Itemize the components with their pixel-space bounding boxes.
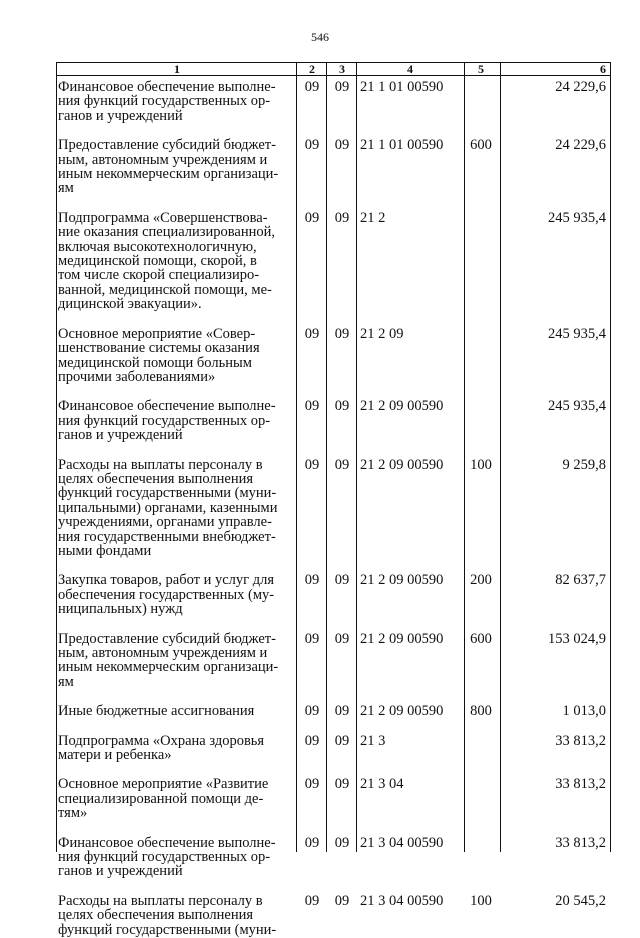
row-name: Финансовое обеспечение выполне- ния функций государственных ор- ганов и учреждений: [58, 398, 276, 444]
budget-table: [56, 62, 610, 937]
row-col-2: 09: [304, 137, 320, 154]
row-amount: 245 935,4: [548, 325, 606, 342]
row-name: Закупка товаров, работ и услуг для обеспечения государственных (му- ниципальных) нужд: [58, 572, 275, 618]
row-col-3: 09: [334, 572, 350, 589]
row-col-3: 09: [334, 703, 350, 720]
table-row: [56, 734, 610, 763]
row-name: Финансовое обеспечение выполне- ния функций государственных ор- ганов и учреждений: [58, 79, 276, 124]
table-row: [56, 211, 610, 312]
row-code: 21 2 09 00590: [360, 398, 444, 415]
header-col-2: 2: [309, 62, 315, 76]
table-row: [56, 327, 610, 385]
row-name: Предоставление субсидий бюджет- ным, автономным учреждениям и иным некоммерческим организаци- ям: [58, 630, 279, 690]
row-col-2: 09: [304, 325, 320, 342]
row-col-3: 09: [334, 456, 350, 473]
row-type: 600: [470, 630, 492, 647]
row-code: 21 3 04 00590: [360, 834, 444, 851]
row-amount: 33 813,2: [555, 834, 606, 851]
row-col-3: 09: [334, 892, 350, 909]
row-code: 21 2: [360, 209, 386, 226]
row-code: 21 3: [360, 732, 386, 749]
row-col-2: 09: [304, 209, 320, 226]
row-col-3: 09: [334, 630, 350, 647]
header-col-3: 3: [339, 62, 345, 76]
row-name: Расходы на выплаты персоналу в целях обеспечения выполнения функций государственными (муни-: [58, 892, 277, 938]
row-type: 600: [470, 137, 492, 154]
row-col-3: 09: [334, 209, 350, 226]
row-type: 100: [470, 892, 492, 909]
row-name: Предоставление субсидий бюджет- ным, автономным учреждениям и иным некоммерческим организаци- ям: [58, 137, 279, 197]
table-body: [56, 80, 610, 937]
row-amount: 24 229,6: [555, 137, 606, 154]
table-row: [56, 632, 610, 690]
row-col-2: 09: [304, 732, 320, 749]
row-col-3: 09: [334, 137, 350, 154]
table-row: [56, 704, 610, 718]
row-col-3: 09: [334, 398, 350, 415]
table-row: [56, 458, 610, 559]
table-row: [56, 777, 610, 820]
row-col-2: 09: [304, 892, 320, 909]
row-amount: 245 935,4: [548, 398, 606, 415]
header-col-5: 5: [478, 62, 484, 76]
row-col-3: 09: [334, 732, 350, 749]
row-col-2: 09: [304, 398, 320, 415]
table-row: [56, 138, 610, 196]
row-code: 21 2 09 00590: [360, 630, 444, 647]
row-col-2: 09: [304, 703, 320, 720]
row-name: Подпрограмма «Совершенствова- ние оказания специализированной, включая высокотехнологичную, медицинской помощи, скорой, в том числе скорой специализиро- ванной, медицинской помощи, ме- дицинской эвакуации».: [58, 209, 276, 313]
table-row: [56, 573, 610, 616]
row-col-2: 09: [304, 776, 320, 793]
row-col-2: 09: [304, 630, 320, 647]
row-col-3: 09: [334, 834, 350, 851]
row-amount: 24 229,6: [555, 79, 606, 95]
row-col-2: 09: [304, 79, 320, 95]
table-row: [56, 836, 610, 879]
row-amount: 1 013,0: [562, 703, 606, 720]
row-name: Расходы на выплаты персоналу в целях обеспечения выполнения функций государственными (муни- ципальными) органами, казенными учреждениями, органами управле- ния государственными внебюджет- ными фондами: [58, 456, 278, 559]
row-code: 21 2 09 00590: [360, 572, 444, 589]
row-col-3: 09: [334, 325, 350, 342]
row-type: 100: [470, 456, 492, 473]
header-col-4: 4: [407, 62, 413, 76]
row-code: 21 3 04: [360, 776, 404, 793]
row-col-2: 09: [304, 834, 320, 851]
row-name: Иные бюджетные ассигнования: [58, 703, 255, 720]
table-header: [56, 62, 610, 76]
row-code: 21 1 01 00590: [360, 79, 444, 95]
row-type: 200: [470, 572, 492, 589]
row-col-3: 09: [334, 776, 350, 793]
row-type: 800: [470, 703, 492, 720]
row-col-3: 09: [334, 79, 350, 95]
header-col-6: 6: [600, 62, 606, 76]
table-row: [56, 399, 610, 442]
grid-line-right: [610, 62, 611, 852]
row-amount: 245 935,4: [548, 209, 606, 226]
row-name: Основное мероприятие «Развитие специализированной помощи де- тям»: [58, 776, 269, 822]
row-amount: 33 813,2: [555, 776, 606, 793]
row-name: Основное мероприятие «Совер- шенствование системы оказания медицинской помощи больным прочими заболеваниями»: [58, 325, 260, 385]
page-number: 546: [311, 30, 329, 44]
row-col-2: 09: [304, 572, 320, 589]
table-row: [56, 80, 610, 123]
row-name: Подпрограмма «Охрана здоровья матери и ребенка»: [58, 732, 265, 764]
row-name: Финансовое обеспечение выполне- ния функций государственных ор- ганов и учреждений: [58, 834, 276, 880]
row-code: 21 2 09 00590: [360, 703, 444, 720]
row-amount: 82 637,7: [555, 572, 606, 589]
row-code: 21 1 01 00590: [360, 137, 444, 154]
row-amount: 20 545,2: [555, 892, 606, 909]
row-amount: 33 813,2: [555, 732, 606, 749]
row-code: 21 2 09: [360, 325, 404, 342]
row-code: 21 2 09 00590: [360, 456, 444, 473]
table-row: [56, 894, 610, 937]
header-col-1: 1: [174, 62, 180, 76]
row-amount: 9 259,8: [562, 456, 606, 473]
row-col-2: 09: [304, 456, 320, 473]
row-amount: 153 024,9: [548, 630, 606, 647]
row-code: 21 3 04 00590: [360, 892, 444, 909]
